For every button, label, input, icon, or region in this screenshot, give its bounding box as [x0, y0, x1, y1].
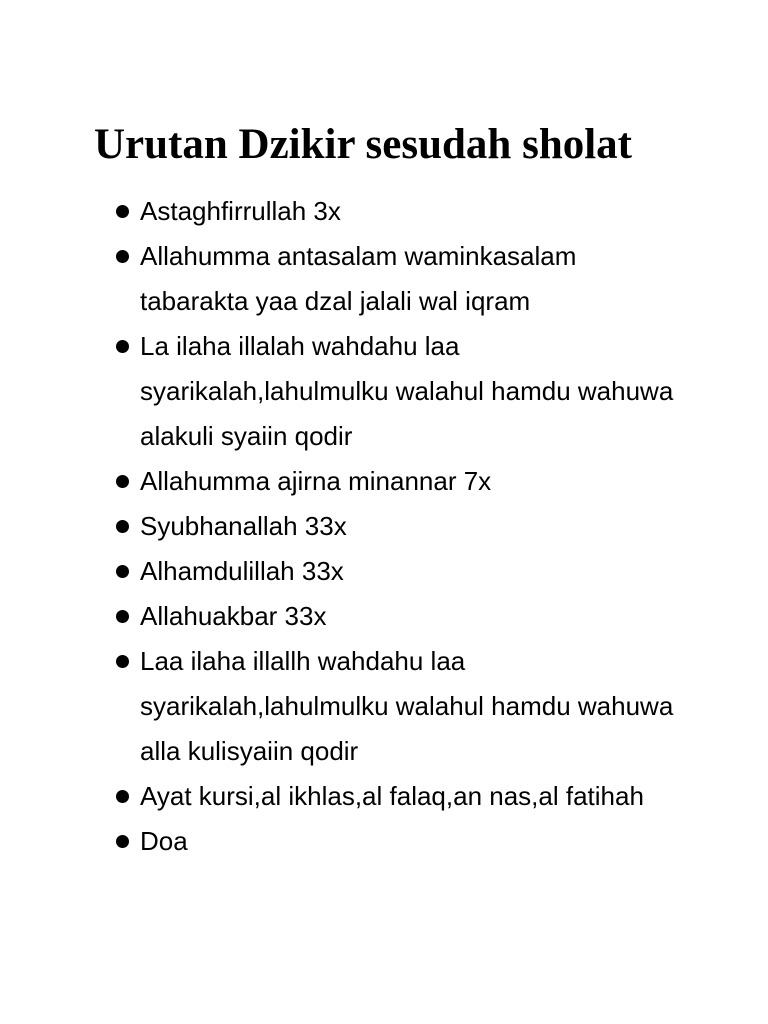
bullet-icon: [116, 475, 129, 488]
bullet-icon: [116, 565, 129, 578]
bullet-icon: [116, 250, 129, 263]
list-item-text: Syubhanallah 33x: [140, 511, 347, 541]
bullet-icon: [116, 205, 129, 218]
list-item: [0, 639, 680, 774]
list-item: [0, 459, 680, 504]
bullet-icon: [116, 520, 129, 533]
list-item: [0, 819, 680, 864]
list-item-text: Alhamdulillah 33x: [140, 556, 344, 586]
list-item: [0, 504, 680, 549]
list-item: [0, 324, 680, 459]
list-item: [0, 594, 680, 639]
list-item-text: Ayat kursi,al ikhlas,al falaq,an nas,al fatihah: [140, 781, 644, 811]
bullet-icon: [116, 340, 129, 353]
list-item: [0, 774, 680, 819]
list-item-text: Laa ilaha illallh wahdahu laa syarikalah,lahulmulku walahul hamdu wahuwa alla kulisyaiin qodir: [140, 646, 674, 766]
bullet-icon: [116, 790, 129, 803]
list-item-text: Allahumma antasalam waminkasalam tabarakta yaa dzal jalali wal iqram: [140, 241, 577, 316]
list-item-text: La ilaha illalah wahdahu laa syarikalah,lahulmulku walahul hamdu wahuwa alakuli syaiin qodir: [140, 331, 674, 451]
bullet-icon: [116, 655, 129, 668]
bullet-icon: [116, 835, 129, 848]
list-item: [0, 234, 680, 324]
list-item-text: Doa: [140, 826, 188, 856]
document-title: Urutan Dzikir sesudah sholat: [94, 121, 633, 168]
bullet-icon: [116, 610, 129, 623]
list-item-text: Allahuakbar 33x: [140, 601, 327, 631]
list-item: [0, 549, 680, 594]
list-item: [0, 189, 680, 234]
dzikir-list: [0, 189, 768, 864]
list-item-text: Astaghfirrullah 3x: [140, 196, 341, 226]
list-item-text: Allahumma ajirna minannar 7x: [140, 466, 492, 496]
